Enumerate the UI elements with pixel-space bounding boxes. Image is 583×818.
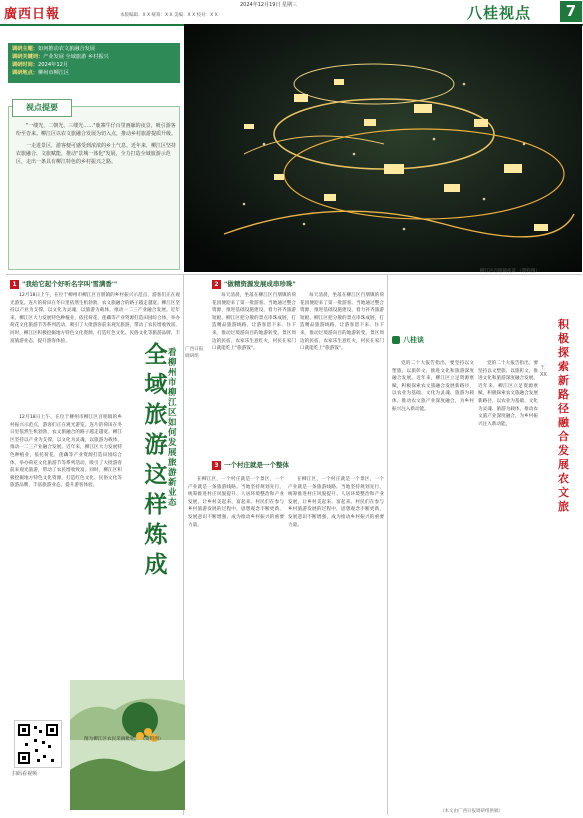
sidebar-body-b: 党的二十大报告指出，要坚持以文塑旅、以旅彰文，推进文化和旅游深度融合发展。近年来，柳江区立足资源禀赋，积极探索农文旅融合发展新路径，以农业为基础、文化为灵魂、旅游为载体，推动农文旅产业深度融合，为乡村振兴注入新动能。 xyxy=(478,361,538,427)
page-number: 7 xyxy=(560,1,582,22)
editorial-tag-label: 视点提要 xyxy=(26,103,58,112)
footer-note: （本文由广西日报调研组供稿） xyxy=(440,809,503,814)
sidebar-author: 王XX xyxy=(540,365,547,378)
subheadline: 看柳州市柳江区如何发展旅游新业态 xyxy=(168,348,177,508)
summary-key: 调研时间： xyxy=(12,62,38,68)
loquat-photo xyxy=(70,680,185,810)
hero-night-photo xyxy=(184,24,582,272)
summary-value: 如何推动农文旅融合发展 xyxy=(37,46,96,52)
sidebar-header-label: 八桂谈 xyxy=(403,336,424,344)
headline-char: 样 xyxy=(144,491,168,518)
section-2-title: "做精资源发展成串珍珠" xyxy=(224,280,296,288)
summary-key: 调研地点： xyxy=(12,70,38,76)
qr-code-icon xyxy=(15,721,61,767)
section-1-header xyxy=(10,279,180,290)
headline-char: 旅 xyxy=(144,401,168,428)
sidebar-body-a: 党的二十大报告指出，要坚持以文塑旅、以旅彰文，推进文化和旅游深度融合发展。近年来，柳江区立足资源禀赋，积极探索农文旅融合发展新路径，以农业为基础、文化为灵魂、旅游为载体，推动农文旅产业深度融合，为乡村振兴注入新动能。 xyxy=(392,361,474,412)
headline-char: 成 xyxy=(144,551,168,578)
summary-value: 2024年12月 xyxy=(37,62,69,68)
section-3-title: 一个村庄就是一个整体 xyxy=(224,461,289,469)
masthead-date: 2024年12月19日 星期三 xyxy=(240,2,298,8)
loquat-caption: 图为柳江区农民采摘枇杷。 （资料图） xyxy=(84,737,164,742)
night-scenery-image xyxy=(184,24,582,272)
newspaper-logo: 廣西日報 xyxy=(4,7,61,22)
qr-label: 扫码看视频 xyxy=(12,771,38,777)
section-3-header xyxy=(212,460,384,471)
headline-char: 这 xyxy=(144,461,168,488)
section-2-body-b: 每天清晨，坐落在柳江区百朋镇的荷花园便迎来了第一批游客。当地通过整合资源，推进基础设施建设，着力补齐旅游短板。柳江区把分散的景点串珠成链，打造精品旅游线路，让游客留下来、住下来，推动过境游向目的地游转变。景区周边的民宿、农家乐生意红火，村民在家门口就能吃上"旅游饭"。 xyxy=(300,293,384,352)
summary-key: 调研主题： xyxy=(12,46,38,52)
section-2-number: 2 xyxy=(212,280,221,289)
sidebar-header-icon xyxy=(392,336,400,344)
summary-value: 柳州市柳江区 xyxy=(37,70,70,76)
editorial-body xyxy=(16,122,176,169)
section-1-number: 1 xyxy=(10,280,19,289)
section-1-body: 12月18日上午，在位于柳州市柳江区百朋镇的乡村振兴示范点，游客们正在观光游览。连片的荷田在冬日里依然生机勃勃，农文旅融合的路子越走越宽。柳江区坚持以产业为支撑，以文化为灵魂，以旅游为载体，推动一二三产业融合发展。近年来，柳江区大力发展特色种植业，依托荷花、莲藕等产业资源打造田园综合体，举办荷花文化旅游节等系列活动，吸引了大批游客前来观光旅游，带动了农民增收致富。同时，柳江区积极挖掘地方特色文化资源，打造红色文化、民俗文化等旅游品牌，丰富旅游业态，提升游客体验。 xyxy=(10,293,180,344)
research-summary-box xyxy=(8,43,180,83)
section-2-header xyxy=(212,279,384,290)
masthead-meta: 本版编辑：X X 统筹：X X 美编：X X 校对：X X xyxy=(120,13,218,18)
headline-char: 炼 xyxy=(144,521,168,548)
section-2-body-a: 每天清晨，坐落在柳江区百朋镇的荷花园便迎来了第一批游客。当地通过整合资源，推进基础设施建设，着力补齐旅游短板。柳江区把分散的景点串珠成链，打造精品旅游线路，让游客留下来、住下来，推动过境游向目的地游转变。景区周边的民宿、农家乐生意红火，村民在家门口就能吃上"旅游饭"。 xyxy=(212,293,296,352)
section-3-number: 3 xyxy=(212,461,221,470)
byline: 广西日报调研组 xyxy=(185,347,204,359)
headline-char: 全 xyxy=(144,341,168,368)
loquat-farm-image xyxy=(70,680,185,810)
summary-value: 产业发展 全域旅游 乡村振兴 xyxy=(43,54,109,60)
section-3-body-b: 在柳江区，一个村庄就是一个景区，一个产业就是一条旅游线路。当地坚持规划先行，统筹推进村庄风貌提升、人居环境整治和产业发展，让乡村美起来、富起来。村民们在参与乡村旅游发展的过程中，思想观念不断更新，发展意识不断增强，成为推动乡村振兴的重要力量。 xyxy=(288,477,384,528)
section-title: 八桂视点 xyxy=(467,4,532,22)
summary-row xyxy=(12,69,176,77)
headline-char: 游 xyxy=(144,431,168,458)
editorial-paragraph: "一缕光，二朝光，三缕光……"鹿寨牛仔百里画廊的夜景，吸引游客纷至沓来。柳江区以农文旅融合发展为切入点，推动乡村旅游提质升级。 xyxy=(16,123,177,138)
summary-row xyxy=(12,61,176,69)
editorial-paragraph: 一走进景区，游客便可感受到浓浓的乡土气息。近年来，柳江区坚持农旅融合、文旅赋能，推动"景城一体化"发展，全力打造全域旅游示范区，走出一条具有柳江特色的乡村振兴之路。 xyxy=(16,142,177,166)
summary-row xyxy=(12,53,176,61)
sidebar-header xyxy=(392,335,470,361)
summary-row xyxy=(12,45,176,53)
headline-char: 域 xyxy=(144,371,168,398)
qr-code[interactable] xyxy=(14,720,62,768)
section-1-title: "我给它起个好听名字叫'雪满香'" xyxy=(22,280,118,288)
section-1-body-cont: 12月18日上午，在位于柳州市柳江区百朋镇的乡村振兴示范点，游客们正在观光游览。连片的荷田在冬日里依然生机勃勃，农文旅融合的路子越走越宽。柳江区坚持以产业为支撑，以文化为灵魂，以旅游为载体，推动一二三产业融合发展。近年来，柳江区大力发展特色种植业，依托荷花、莲藕等产业资源打造田园综合体，举办荷花文化旅游节等系列活动，吸引了大批游客前来观光旅游，带动了农民增收致富。同时，柳江区积极挖掘地方特色文化资源，打造红色文化、民俗文化等旅游品牌，丰富旅游业态，提升游客体验。 xyxy=(10,415,122,489)
hero-caption: 柳江区百朋镇夜景 （资料图） xyxy=(480,269,540,274)
editorial-tag xyxy=(12,99,72,117)
sidebar-title: 积极探索新路径 融合发展农文旅 xyxy=(558,318,569,513)
section-3-body-a: 在柳江区，一个村庄就是一个景区，一个产业就是一条旅游线路。当地坚持规划先行，统筹推进村庄风貌提升、人居环境整治和产业发展，让乡村美起来、富起来。村民们在参与乡村旅游发展的过程中，思想观念不断更新，发展意识不断增强，成为推动乡村振兴的重要力量。 xyxy=(188,477,284,528)
summary-key: 调研关键词： xyxy=(12,54,44,60)
